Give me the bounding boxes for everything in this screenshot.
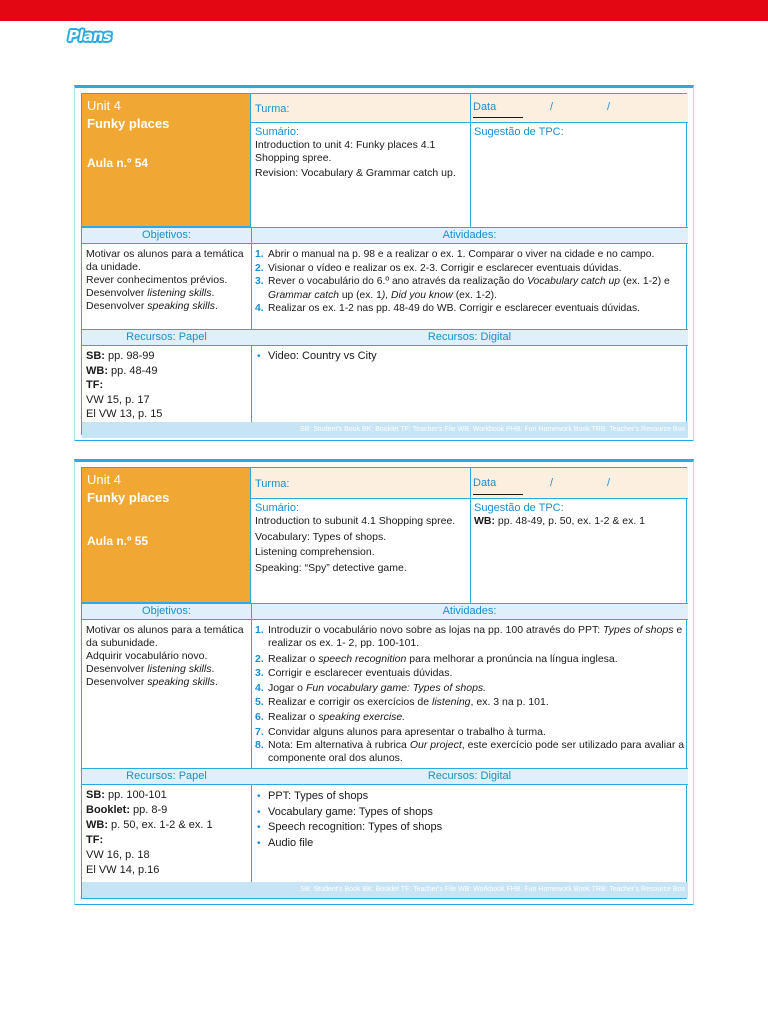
list-item: • Video: Country vs City (257, 350, 377, 362)
list-item: 1. Abrir o manual na p. 98 e a realizar o ex. 1. Comparar o viver na cidade e no campo. (255, 249, 655, 260)
unit-number: Unit 4 (87, 472, 121, 487)
turma-label: Turma: (255, 478, 290, 490)
turma-label: Turma: (255, 103, 290, 115)
lesson-number: Aula n.º 54 (87, 156, 149, 170)
plan-frame (81, 467, 687, 899)
unit-number: Unit 4 (87, 98, 121, 113)
list-item: • Speech recognition: Types of shops (255, 820, 685, 836)
atividades-list (255, 248, 685, 316)
lesson-number: Aula n.º 55 (87, 534, 149, 548)
list-item: 3. Corrigir e esclarecer eventuais dúvidas. (255, 667, 453, 680)
list-item: • Audio file (255, 836, 685, 852)
objetivos-header: Objetivos: (82, 603, 251, 620)
recursos-papel-cell: SB: pp. 98-99 WB: pp. 48-49 TF: VW 15, p. 17 El VW 13, p. 15 (86, 350, 163, 420)
bullet-icon: • (257, 822, 261, 833)
list-item: 8. Nota: Em alternativa à rubrica Our project, este exercício pode ser utilizado para avaliar a componente oral dos alunos. (255, 739, 685, 765)
bullet-icon: • (257, 351, 261, 362)
legend-footer: SB: Student's Book BK: Booklet TF: Teacher's File WB: Workbook FHB: Fun Homework Book TRB: Teacher's Resource Box (82, 882, 688, 898)
lesson-plan-54 (74, 85, 694, 441)
list-item: 5. Realizar e corrigir os exercícios de listening, ex. 3 na p. 101. (255, 696, 549, 709)
data-underline (473, 494, 523, 495)
digital-list (255, 350, 685, 363)
sumario-line: Speaking: “Spy” detective game. (255, 561, 407, 574)
atividades-cell (252, 621, 688, 765)
lesson-plan-55 (74, 459, 694, 905)
recursos-digital-header: Recursos: Digital (251, 768, 688, 785)
list-item: 3. Rever o vocabulário do 6.º ano através da realização do Vocabulary catch up (ex. 1-2) e Grammar catch up (ex. 1), Did you know (ex. 1-2). (255, 276, 670, 301)
data-cell: Data / / (470, 468, 688, 498)
objetivos-cell: Motivar os alunos para a temática da subunidade. Adquirir vocabulário novo. Desenvolver listening skills. Desenvolver speaking skills. (86, 624, 244, 688)
atividades-list (255, 624, 685, 765)
unit-title: Funky places (87, 116, 170, 131)
recursos-digital-header: Recursos: Digital (251, 329, 688, 346)
sumario-line: Revision: Vocabulary & Grammar catch up. (255, 167, 456, 179)
recursos-papel-cell: SB: pp. 100-101 Booklet: pp. 8-9 WB: p. 50, ex. 1-2 & ex. 1 TF: VW 16, p. 18 El VW 14, p.16 (86, 789, 213, 876)
list-item: 1. Introduzir o vocabulário novo sobre as lojas na pp. 100 através do PPT: Types of shops e realizar os ex. 1- 2, pp. 100-101. (255, 624, 683, 649)
turma-cell (251, 94, 470, 122)
list-item: 2. Visionar o vídeo e realizar os ex. 2-3. Corrigir e esclarecer eventuais dúvidas. (255, 262, 622, 274)
sumario-label: Sumário: (255, 126, 300, 138)
top-red-bar (0, 0, 768, 21)
tpc-cell: Sugestão de TPC: WB: pp. 48-49, p. 50, ex. 1-2 & ex. 1 (471, 499, 688, 603)
tpc-label: Sugestão de TPC: (474, 126, 564, 138)
list-item: • Vocabulary game: Types of shops (255, 805, 685, 821)
turma-cell (251, 468, 470, 498)
tpc-cell (471, 123, 688, 227)
atividades-header: Atividades: (251, 227, 688, 244)
sumario-cell (251, 123, 470, 227)
list-item: 4. Realizar os ex. 1-2 nas pp. 48-49 do WB. Corrigir e esclarecer eventuais dúvidas. (255, 303, 641, 315)
atividades-header: Atividades: (251, 603, 688, 620)
digital-list (255, 789, 685, 851)
data-label: Data (473, 477, 497, 489)
sumario-line: Listening comprehension. (255, 546, 375, 559)
objetivos-header: Objetivos: (82, 227, 251, 244)
sumario-label: Sumário: (255, 502, 300, 514)
tpc-label: Sugestão de TPC: (474, 502, 564, 514)
data-underline (473, 117, 523, 118)
bullet-icon: • (257, 806, 261, 818)
legend-footer: SB: Student's Book BK: Booklet TF: Teacher's File WB: Workbook PHB: Fun Homework Book TRB: Teacher's Resource Box (82, 422, 688, 438)
list-item: 2. Realizar o speech recognition para melhorar a pronúncia na língua inglesa. (255, 652, 618, 665)
plans-logo: Plans (68, 27, 112, 45)
data-label: Data (473, 101, 497, 113)
recursos-digital-cell (252, 347, 688, 422)
bullet-icon: • (257, 791, 261, 802)
sumario-cell (251, 499, 470, 603)
bullet-icon: • (257, 837, 261, 849)
atividades-cell (252, 245, 688, 319)
data-cell: Data / / (470, 94, 688, 122)
list-item: 6. Realizar o speaking exercise. (255, 710, 406, 723)
list-item: • PPT: Types of shops (255, 789, 685, 805)
recursos-papel-header: Recursos: Papel (82, 768, 251, 785)
unit-box (82, 468, 251, 603)
sumario-line: Vocabulary: Types of shops. (255, 530, 387, 543)
list-item: 7. Convidar alguns alunos para apresentar o trabalho à turma. (255, 725, 546, 738)
unit-box (82, 94, 251, 227)
sumario-line: Introduction to subunit 4.1 Shopping spree. (255, 515, 456, 528)
recursos-papel-header: Recursos: Papel (82, 329, 251, 346)
recursos-digital-cell (252, 786, 688, 880)
sumario-line: Introduction to unit 4: Funky places 4.1 Shopping spree. (255, 139, 436, 164)
unit-title: Funky places (87, 490, 170, 505)
list-item: 4. Jogar o Fun vocabulary game: Types of shops. (255, 681, 487, 694)
objetivos-cell: Motivar os alunos para a temática da unidade. Rever conhecimentos prévios. Desenvolver listening skills. Desenvolver speaking skills. (86, 248, 244, 312)
plan-frame (81, 93, 687, 435)
